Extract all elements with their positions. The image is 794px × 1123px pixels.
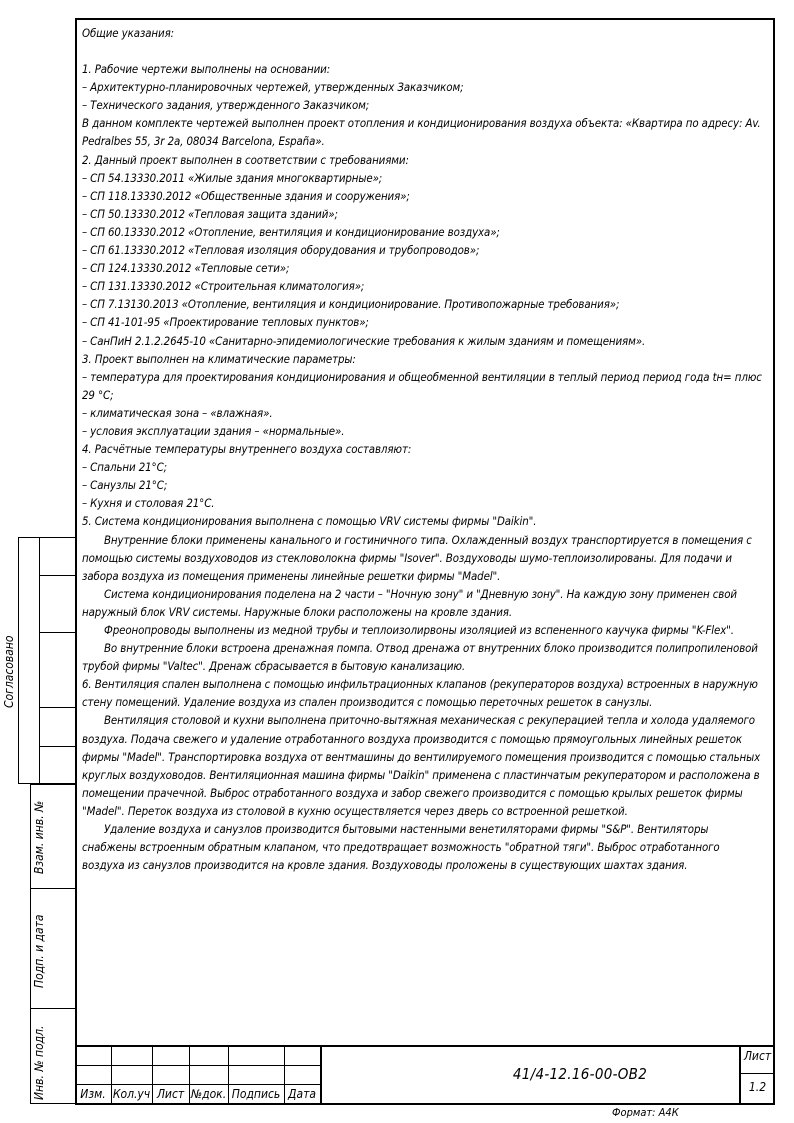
format-label: Формат: А4К bbox=[612, 1106, 679, 1119]
note-line: 3. Проект выполнен на климатические параметры: bbox=[82, 351, 356, 366]
inv-podl-label: Инв. № подл. bbox=[32, 1025, 46, 1100]
header-kol-uch: Кол.уч bbox=[112, 1087, 151, 1101]
note-line: В данном комплекте чертежей выполнен проект отопления и кондиционирования воздуха объекта: «Квартира по адресу: Av. Pedralbes 55, 3r 2a, 08034 Barcelona, España». bbox=[82, 116, 761, 149]
sheet-label: Лист bbox=[743, 1049, 772, 1063]
header-izm: Изм. bbox=[80, 1087, 106, 1101]
approval-strip bbox=[18, 537, 75, 784]
note-line: Система кондиционирования поделена на 2 части – "Ночную зону" и "Дневную зону". На каждую зону применен свой наружный блок VRV системы. Наружные блоки расположены на кровле здания. bbox=[82, 586, 737, 619]
header-list: Лист bbox=[156, 1087, 185, 1101]
note-line: – СП 54.13330.2011 «Жилые здания многоквартирные»; bbox=[82, 170, 383, 185]
note-line: 5. Система кондиционирования выполнена с помощью VRV системы фирмы "Daikin". bbox=[82, 514, 537, 529]
general-notes bbox=[82, 24, 762, 874]
note-line: – СП 61.13330.2012 «Тепловая изоляция оборудования и трубопроводов»; bbox=[82, 243, 480, 258]
note-line bbox=[82, 42, 762, 60]
note-line: – СП 124.13330.2012 «Тепловые сети»; bbox=[82, 261, 290, 276]
note-line: – Санузлы 21°С; bbox=[82, 478, 168, 493]
title-block bbox=[75, 1045, 775, 1105]
note-line: – СП 60.13330.2012 «Отопление, вентиляция и кондиционирование воздуха»; bbox=[82, 224, 500, 239]
document-code: 41/4-12.16-00-ОВ2 bbox=[512, 1065, 648, 1083]
header-data: Дата bbox=[288, 1087, 316, 1101]
note-line: – СП 7.13130.2013 «Отопление, вентиляция и кондиционирование. Противопожарные требования»; bbox=[82, 297, 620, 312]
note-line: – условия эксплуатации здания – «нормальные». bbox=[82, 423, 345, 438]
note-line: 6. Вентиляция спален выполнена с помощью инфильтрационных клапанов (рекуператоров воздуха) встроенных в наружную стену помещений. Удаление воздуха из спален производится с помощью переточных решеток в санузлы. bbox=[82, 677, 758, 710]
note-line: Внутренние блоки применены канального и гостиничного типа. Охлажденный воздух транспортируется в помещения с помощью системы воздуховодов из стекловолокна фирмы "Isover". Воздуховоды шумо-теплоизолированы. Для подачи и забора воздуха из помещения применены линейные решетки фирмы "Madel". bbox=[82, 532, 752, 583]
note-line: – Спальни 21°С; bbox=[82, 460, 167, 475]
note-line: – СП 118.13330.2012 «Общественные здания и сооружения»; bbox=[82, 188, 410, 203]
sheet-number: 1.2 bbox=[748, 1080, 767, 1094]
note-line: Удаление воздуха и санузлов производится бытовыми настенными венетиляторами фирмы "S&P". Вентиляторы снабжены встроенным обратным клапаном, что предотвращает возможность "обратной тяги". Выброс отработанного воздуха из санузлов производится на кровле здания. Воздуховоды проложены в существующих шахтах здания. bbox=[82, 822, 720, 873]
note-line: Общие указания: bbox=[82, 26, 174, 40]
note-line: – СП 41-101-95 «Проектирование тепловых пунктов»; bbox=[82, 315, 369, 330]
header-podpis: Подпись bbox=[231, 1087, 281, 1101]
note-line: 2. Данный проект выполнен в соответствии с требованиями: bbox=[82, 152, 409, 167]
note-line: – Технического задания, утвержденного Заказчиком; bbox=[82, 98, 370, 113]
note-line: Во внутренние блоки встроена дренажная помпа. Отвод дренажа от внутренних блоко производится полипропиленовой трубой фирмы "Valtec". Дренаж сбрасывается в бытовую канализацию. bbox=[82, 641, 758, 674]
agreed-label: Согласовано bbox=[2, 635, 16, 708]
note-line: Вентиляция столовой и кухни выполнена приточно-вытяжная механическая с рекуперацией тепла и холода удаляемого воздуха. Подача свежего и удаление отработанного воздуха производится с помощью прямоугольных линейных решеток фирмы "Madel". Транспортировка воздуха от вентмашины до вентилируемого помещения производится с помощью стальных круглых воздуховодов. Вентиляционная машина фирмы "Daikin" применена с пластинчатым рекуператором и расположена в помещении прачечной. Выброс отработанного воздуха и забор свежего производится с помощью крылых решеток фирмы "Madel". Переток воздуха из столовой в кухню осуществляется через дверь со встроенной решеткой. bbox=[82, 713, 761, 818]
header-ndok: №док. bbox=[190, 1087, 227, 1101]
vzam-inv-label: Взам. инв. № bbox=[32, 800, 46, 874]
note-line: – Архитектурно-планировочных чертежей, утвержденных Заказчиком; bbox=[82, 80, 464, 95]
note-line: – СП 131.13330.2012 «Строительная климатология»; bbox=[82, 279, 365, 294]
note-line: – климатическая зона – «влажная». bbox=[82, 405, 273, 420]
note-line: – температура для проектирования кондиционирования и общеобменной вентиляции в теплый период период года tн= плюс 29 °С; bbox=[82, 369, 762, 402]
note-line: Фреонопроводы выполнены из медной трубы и теплоизолирвоны изоляцией из вспененного каучука фирмы "K-Flex". bbox=[104, 623, 734, 637]
note-line: 4. Расчётные температуры внутреннего воздуха составляют: bbox=[82, 442, 412, 457]
podp-data-label: Подп. и дата bbox=[32, 914, 46, 988]
note-line: 1. Рабочие чертежи выполнены на основании: bbox=[82, 62, 331, 77]
note-line: – Кухня и столовая 21°С. bbox=[82, 496, 215, 511]
note-line: – СП 50.13330.2012 «Тепловая защита зданий»; bbox=[82, 206, 338, 221]
note-line: – СанПиН 2.1.2.2645-10 «Санитарно-эпидемиологические требования к жилым зданиям и помещениям». bbox=[82, 333, 646, 348]
